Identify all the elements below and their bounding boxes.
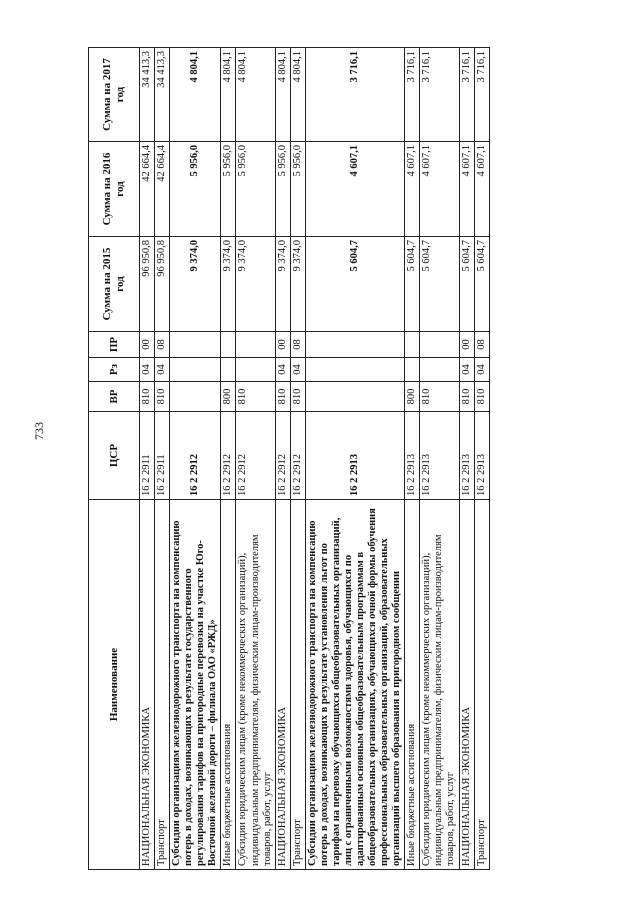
cell-2017: 3 716,1	[420, 48, 459, 142]
cell-2016: 42 664,4	[140, 142, 155, 237]
cell-pr: 08	[474, 332, 489, 358]
header-2015: Сумма на 2015 год	[89, 237, 140, 332]
cell-2017: 4 804,1	[275, 48, 290, 142]
table-header-row	[89, 48, 140, 870]
cell-csr: 16 2 2913	[474, 412, 489, 500]
cell-rz: 04	[155, 358, 170, 382]
cell-pr	[305, 332, 405, 358]
cell-rz	[221, 358, 236, 382]
cell-name: НАЦИОНАЛЬНАЯ ЭКОНОМИКА	[459, 500, 474, 870]
table-row	[236, 48, 275, 870]
header-2016: Сумма на 2016 год	[89, 142, 140, 237]
cell-pr: 00	[140, 332, 155, 358]
cell-2016: 5 956,0	[170, 142, 221, 237]
cell-2017: 34 413,3	[155, 48, 170, 142]
cell-pr: 00	[459, 332, 474, 358]
header-rz: Рз	[89, 358, 140, 382]
cell-csr: 16 2 2912	[221, 412, 236, 500]
cell-vr: 810	[474, 382, 489, 412]
cell-name: Иные бюджетные ассигнования	[405, 500, 420, 870]
table-row	[221, 48, 236, 870]
cell-2015: 96 950,8	[155, 237, 170, 332]
cell-2016: 4 607,1	[420, 142, 459, 237]
cell-2017: 34 413,3	[140, 48, 155, 142]
cell-2015: 9 374,0	[170, 237, 221, 332]
cell-2016: 42 664,4	[155, 142, 170, 237]
cell-rz: 04	[290, 358, 305, 382]
cell-vr: 800	[405, 382, 420, 412]
cell-2017: 4 804,1	[290, 48, 305, 142]
cell-csr: 16 2 2911	[140, 412, 155, 500]
cell-csr: 16 2 2912	[290, 412, 305, 500]
cell-vr: 800	[221, 382, 236, 412]
cell-2016: 5 956,0	[236, 142, 275, 237]
cell-rz	[305, 358, 405, 382]
cell-name: Транспорт	[474, 500, 489, 870]
cell-2016: 5 956,0	[275, 142, 290, 237]
cell-2017: 3 716,1	[459, 48, 474, 142]
cell-vr: 810	[140, 382, 155, 412]
cell-2015: 96 950,8	[140, 237, 155, 332]
cell-csr: 16 2 2913	[405, 412, 420, 500]
cell-vr: 810	[459, 382, 474, 412]
cell-name: Иные бюджетные ассигнования	[221, 500, 236, 870]
cell-vr	[170, 382, 221, 412]
cell-csr: 16 2 2913	[459, 412, 474, 500]
cell-pr	[221, 332, 236, 358]
cell-2016: 5 956,0	[290, 142, 305, 237]
cell-2015: 5 604,7	[459, 237, 474, 332]
cell-name: Транспорт	[290, 500, 305, 870]
cell-rz: 04	[474, 358, 489, 382]
cell-rz	[236, 358, 275, 382]
cell-vr: 810	[290, 382, 305, 412]
table-row	[405, 48, 420, 870]
cell-vr: 810	[420, 382, 459, 412]
cell-2016: 5 956,0	[221, 142, 236, 237]
cell-2017: 4 804,1	[236, 48, 275, 142]
header-vr: ВР	[89, 382, 140, 412]
cell-name: Субсидии организациям железнодорожного транспорта на компенсацию потерь в доходах, возникающих в результате государственного регулирования тарифов на пригородные перевозки на участке Юго-Восточной железной дороги – филиала ОАО «РЖД»	[170, 500, 221, 870]
cell-rz: 04	[275, 358, 290, 382]
cell-rz	[420, 358, 459, 382]
cell-pr	[170, 332, 221, 358]
rotated-page-content	[88, 48, 534, 870]
cell-vr	[305, 382, 405, 412]
table-row	[275, 48, 290, 870]
cell-rz	[405, 358, 420, 382]
cell-csr: 16 2 2912	[170, 412, 221, 500]
table-row	[140, 48, 155, 870]
cell-csr: 16 2 2913	[420, 412, 459, 500]
cell-vr: 810	[155, 382, 170, 412]
cell-name: Субсидии юридическим лицам (кроме некоммерческих организаций), индивидуальным предпринимателям, физическим лицам-производителям товаров, работ, услуг	[420, 500, 459, 870]
cell-pr	[405, 332, 420, 358]
cell-name: НАЦИОНАЛЬНАЯ ЭКОНОМИКА	[275, 500, 290, 870]
cell-pr	[420, 332, 459, 358]
cell-pr: 00	[275, 332, 290, 358]
cell-2015: 5 604,7	[474, 237, 489, 332]
cell-csr: 16 2 2912	[275, 412, 290, 500]
cell-rz: 04	[140, 358, 155, 382]
cell-csr: 16 2 2912	[236, 412, 275, 500]
cell-2017: 3 716,1	[474, 48, 489, 142]
cell-2017: 4 804,1	[170, 48, 221, 142]
cell-2017: 3 716,1	[405, 48, 420, 142]
cell-2015: 9 374,0	[221, 237, 236, 332]
cell-2015: 5 604,7	[305, 237, 405, 332]
table-row	[305, 48, 405, 870]
table-body	[140, 48, 490, 870]
cell-rz: 04	[459, 358, 474, 382]
cell-rz	[170, 358, 221, 382]
cell-csr: 16 2 2913	[305, 412, 405, 500]
header-csr: ЦСР	[89, 412, 140, 500]
cell-2015: 5 604,7	[420, 237, 459, 332]
cell-2017: 4 804,1	[221, 48, 236, 142]
table-row	[474, 48, 489, 870]
table-row	[290, 48, 305, 870]
header-pr: ПР	[89, 332, 140, 358]
table-row	[170, 48, 221, 870]
cell-name: Транспорт	[155, 500, 170, 870]
cell-2016: 4 607,1	[405, 142, 420, 237]
cell-pr: 08	[155, 332, 170, 358]
cell-2016: 4 607,1	[474, 142, 489, 237]
table-row	[155, 48, 170, 870]
cell-2017: 3 716,1	[305, 48, 405, 142]
cell-2015: 5 604,7	[405, 237, 420, 332]
cell-vr: 810	[236, 382, 275, 412]
cell-pr: 08	[290, 332, 305, 358]
table-row	[459, 48, 474, 870]
cell-name: Субсидии организациям железнодорожного транспорта на компенсацию потерь в доходах, возникающих в результате установления льгот по тарифам на перевозку обучающихся общеобразовательных организаций, лиц с ограниченными возможностями здоровья, обучающихся по адаптированным основным общеобразовательным программам в общеобразовательных организациях, обучающихся очной формы обучения профессиональных образовательных организаций, образовательных организаций высшего образования в пригородном сообщении	[305, 500, 405, 870]
cell-2016: 4 607,1	[305, 142, 405, 237]
header-name: Наименование	[89, 500, 140, 870]
cell-vr: 810	[275, 382, 290, 412]
page-number: 733	[32, 422, 46, 440]
cell-2016: 4 607,1	[459, 142, 474, 237]
budget-table	[88, 47, 490, 870]
cell-2015: 9 374,0	[236, 237, 275, 332]
cell-pr	[236, 332, 275, 358]
header-2017: Сумма на 2017 год	[89, 48, 140, 142]
cell-csr: 16 2 2911	[155, 412, 170, 500]
table-row	[420, 48, 459, 870]
cell-name: НАЦИОНАЛЬНАЯ ЭКОНОМИКА	[140, 500, 155, 870]
cell-2015: 9 374,0	[275, 237, 290, 332]
cell-2015: 9 374,0	[290, 237, 305, 332]
cell-name: Субсидии юридическим лицам (кроме некоммерческих организаций), индивидуальным предпринимателям, физическим лицам-производителям товаров, работ, услуг	[236, 500, 275, 870]
